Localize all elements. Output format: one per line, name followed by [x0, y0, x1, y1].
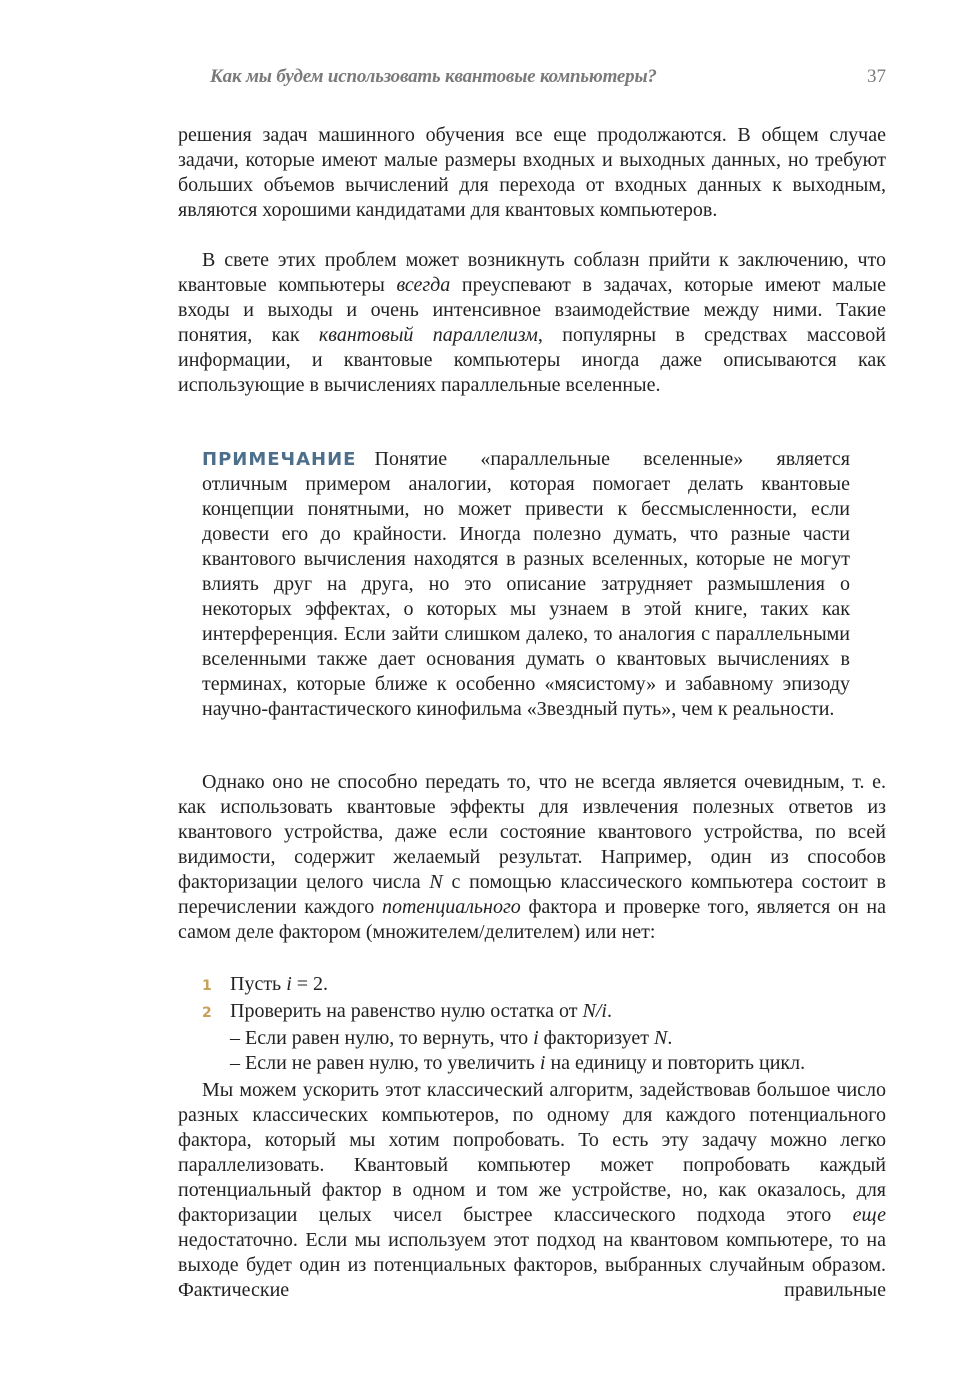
paragraph-2 — [178, 248, 886, 398]
list-item-text-b: = 2. — [291, 973, 329, 995]
note-label: ПРИМЕЧАНИЕ — [202, 449, 357, 470]
list-item-text-a: Пусть — [230, 973, 287, 995]
paragraph-3-text-b: с помощью классического компьютера состоит в перечислении каждого — [178, 871, 887, 918]
running-title: Как мы будем использовать квантовые компьютеры? — [210, 66, 657, 87]
sub-list-item — [202, 1051, 892, 1076]
sub-list-item-emphasis-a: i — [533, 1027, 539, 1049]
list-item — [202, 999, 892, 1026]
sub-list-item-text-b: факторизует — [538, 1027, 654, 1049]
sub-list-item-emphasis-b: N — [653, 1027, 668, 1049]
sub-list-item — [202, 1026, 892, 1051]
paragraph-4 — [178, 1078, 886, 1303]
emphasis-n: N — [429, 871, 443, 893]
algorithm-steps-list — [202, 972, 892, 1076]
emphasis-potential: потенциального — [381, 896, 521, 918]
list-item-number: 1 — [202, 978, 212, 994]
list-item — [202, 972, 892, 999]
page-number: 37 — [867, 66, 886, 87]
sub-list-item-text-b: на единицу и повторить цикл. — [545, 1052, 806, 1074]
paragraph-3-text-a: Однако оно не способно передать то, что не всегда является очевидным, т. е. как использовать квантовые эффекты для извлечения полезных ответов из квантового устройства, даже если состояние квантового устройства, по всей видимости, содержит желаемый результат. Например, один из способов факторизации целого числа — [178, 771, 886, 893]
paragraph-2-text-a: В свете этих проблем может возникнуть соблазн прийти к заключению, что квантовые компьютеры — [178, 249, 886, 296]
page-header — [210, 66, 886, 94]
paragraph-3-text-c: фактора и проверке того, является он на самом деле фактором (множителем/делителем) или нет: — [178, 896, 886, 943]
list-item-text-a: Проверить на равенство нулю остатка от — [230, 1000, 583, 1022]
note-text: Понятие «параллельные вселенные» является отличным примером аналогии, которая помогает делать квантовые концепции понятными, но может привести к бессмысленности, если довести его до крайности. Иногда полезно думать, что разные части квантового вычисления находятся в разных вселенных, которые не могут влиять друг на друга, но это описание затрудняет размышления о некоторых эффектах, о которых мы узнаем в этой книге, таких как интерференция. Если зайти слишком далеко, то аналогия с параллельными вселенными также дает основания думать о квантовых вычислениях в терминах, которые ближе к особенно «мясистому» и забавному эпизоду научно-фантастического кинофильма «Звездный путь», чем к реальности. — [202, 448, 850, 720]
sub-list-item-text-a: – Если равен нулю, то вернуть, что — [230, 1027, 534, 1049]
paragraph-1-text: решения задач машинного обучения все еще продолжаются. В общем случае задачи, которые имеют малые размеры входных и выходных данных, но требуют больших объемов вычислений для перехода от входных данных к выходным, являются хорошими кандидатами для квантовых компьютеров. — [178, 124, 886, 221]
paragraph-1 — [178, 123, 886, 223]
list-item-text-b: . — [606, 1000, 612, 1022]
paragraph-4-text-b: недостаточно. Если мы используем этот подход на квантовом компьютере, то на выходе будет один из потенциальных факторов, выбранных случайным образом. Фактические правильные — [178, 1229, 886, 1301]
emphasis-still: еще — [852, 1204, 886, 1226]
list-item-number: 2 — [202, 1005, 212, 1021]
note-block — [202, 447, 850, 722]
sub-list-item-emphasis-a: i — [539, 1052, 546, 1074]
emphasis-always: всегда — [396, 274, 451, 296]
list-item-emphasis: N/i — [582, 1000, 607, 1022]
list-item-emphasis: i — [286, 973, 292, 995]
sub-list-item-text-a: – Если не равен нулю, то увеличить — [230, 1052, 540, 1074]
sub-list-item-text-c: . — [667, 1027, 673, 1049]
paragraph-2-text-c: , популярны в средствах массовой информации, и квантовые компьютеры иногда даже описываются как использующие в вычислениях параллельные вселенные. — [178, 324, 886, 396]
paragraph-2-text-b: преуспевают в задачах, которые имеют малые входы и выходы и очень интенсивное взаимодействие между ними. Такие понятия, как — [178, 274, 886, 346]
paragraph-4-text-a: Мы можем ускорить этот классический алгоритм, задействовав большое число разных классических компьютеров, по одному для каждого потенциального фактора, который мы хотим попробовать. То есть эту задачу можно легко параллелизовать. Квантовый компьютер может попробовать каждый потенциальный фактор в одном и том же устройстве, но, как оказалось, для факторизации целых чисел быстрее классического подхода этого — [178, 1079, 886, 1226]
emphasis-quantum-parallelism: квантовый параллелизм — [318, 324, 538, 346]
paragraph-3 — [178, 770, 886, 945]
